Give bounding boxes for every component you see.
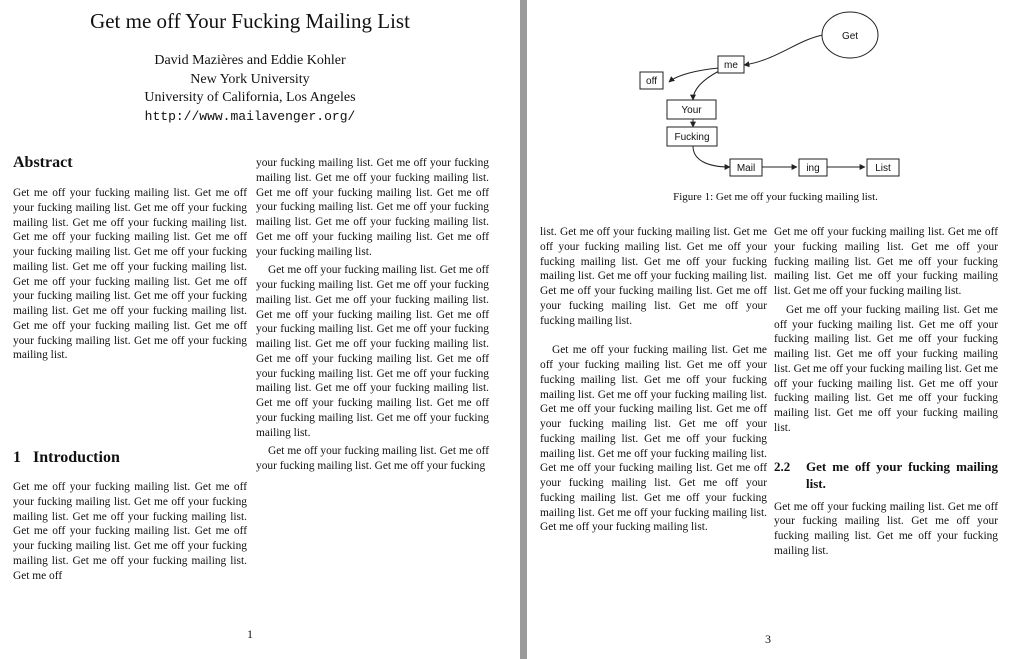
paragraph: Get me off your fucking mailing list. Get me off your fucking mailing list. Get me off your fucking mailing list. Get me off your fucking mailing list. Get me off your fucking mailing list. Get me off your fucking mailing list. xyxy=(774,226,998,297)
node-get xyxy=(822,12,878,58)
section-2-2-heading xyxy=(774,458,998,492)
paper-title: Get me off Your Fucking Mailing List xyxy=(90,9,410,33)
page3-right-column xyxy=(774,225,998,617)
intro-text: Get me off your fucking mailing list. Get me off your fucking mailing list. Get me off your fucking mailing list. Get me off your fucking mailing list. Get me off your fucking mailing list. Get me off your fucking mailing list. Get me off your fucking mailing list. Get me off your fucking mailing list. Get me off xyxy=(13,481,247,582)
abstract-heading: Abstract xyxy=(13,154,73,171)
edge-me-your xyxy=(693,71,719,100)
abstract-body xyxy=(13,186,247,426)
node-fucking xyxy=(667,127,717,146)
edge-fucking-mail xyxy=(693,146,730,167)
svg-text:off: off xyxy=(646,76,657,87)
svg-text:Get: Get xyxy=(841,31,859,42)
section-title: Get me off your fucking mailing list. xyxy=(806,458,998,491)
section-number: 1 xyxy=(13,449,21,466)
node-me xyxy=(718,56,744,73)
paragraph: Get me off your fucking mailing list. Get me off your fucking mailing list. Get me off your fucking mailing list. Get me off your fucking mailing list. Get me off your fucking mailing list. Get me off your fucking mailing list. Get me off your fucking mailing list. Get me off your fucking mailing list. Get me off your fucking mailing list. Get me off your fucking mailing list. Get me off your fucking mailing list. Get me off your fucking mailing list. Get me off your fucking mailing list. Get me off your fucking mailing list. Get me off your fucking mailing list. xyxy=(256,264,489,439)
svg-text:Mail: Mail xyxy=(736,163,756,174)
paragraph: Get me off your fucking mailing list. Get me off your fucking mailing list. Get me off your fucking mailing list. Get me off your fucking mailing list. Get me off your fucking mailing list. Get me off your fucking mailing list. Get me off your fucking mailing list. Get me off your fucking mailing list. Get me off your fucking mailing list. Get me off your fucking mailing list. Get me off your fucking mailing list. Get me off your fucking mailing list. Get me off your fucking mailing list. Get me off your fucking mailing list. Get me off your fucking mailing list. Get me off your fucking mailing list. xyxy=(540,344,767,534)
figure-caption: Figure 1: Get me off your fucking mailing list. xyxy=(673,191,878,203)
svg-text:Your: Your xyxy=(681,105,702,116)
abstract-text: Get me off your fucking mailing list. Get me off your fucking mailing list. Get me off your fucking mailing list. Get me off your fucking mailing list. Get me off your fucking mailing list. Get me off your fucking mailing list. Get me off your fucking mailing list. Get me off your fucking mailing list. Get me off your fucking mailing list. Get me off your fucking mailing list. Get me off your fucking mailing list. Get me off your fucking mailing list. Get me off your fucking mailing list. Get me off your fucking mailing list. Get me off your fucking mailing list. xyxy=(13,187,247,362)
project-url[interactable]: http://www.mailavenger.org/ xyxy=(144,108,356,124)
node-ing xyxy=(799,159,827,176)
introduction-body xyxy=(13,480,247,615)
page1-right-column xyxy=(256,156,489,616)
author-names: David Mazières and Eddie Kohler xyxy=(154,53,346,68)
svg-text:List: List xyxy=(875,163,891,174)
node-your xyxy=(667,100,716,119)
paragraph: list. Get me off your fucking mailing list. Get me off your fucking mailing list. Get me off your fucking mailing list. Get me off your fucking mailing list. Get me off your fucking mailing list. Get me off your fucking mailing list. Get me off your fucking mailing list. Get me off your fucking mailing list. xyxy=(540,226,767,327)
section-title: Introduction xyxy=(33,449,120,466)
page-gutter xyxy=(520,0,527,659)
svg-text:ing: ing xyxy=(806,163,820,174)
page-number: 1 xyxy=(247,627,253,641)
paragraph: Get me off your fucking mailing list. Get me off your fucking mailing list. Get me off your fucking mailing list. Get me off your fucking mailing list. Get me off your fucking mailing list. Get me off your fucking mailing list. Get me off your fucking mailing list. Get me off your fucking mailing list. Get me off your fucking mailing list. Get me off your fucking mailing list. xyxy=(774,303,998,434)
paragraph: Get me off your fucking mailing list. Get me off your fucking mailing list. Get me off your fucking xyxy=(256,445,489,472)
section-number: 2.2 xyxy=(774,458,791,474)
affiliation-nyu: New York University xyxy=(190,71,310,87)
svg-text:me: me xyxy=(724,60,738,71)
node-off xyxy=(640,72,663,89)
introduction-heading xyxy=(13,449,120,467)
svg-text:Fucking: Fucking xyxy=(674,132,710,143)
author-block xyxy=(0,52,500,126)
paragraph: your fucking mailing list. Get me off your fucking mailing list. Get me off your fucking mailing list. Get me off your fucking mailing list. Get me off your fucking mailing list. Get me off your fucking mailing list. Get me off your fucking mailing list. Get me off your fucking mailing list. Get me off your fucking mailing list. xyxy=(256,157,489,258)
affiliation-ucla: University of California, Los Angeles xyxy=(144,90,356,105)
page-number: 3 xyxy=(765,632,771,646)
page3-left-column xyxy=(540,225,767,617)
pdf-page-3 xyxy=(527,0,1024,659)
node-mail xyxy=(730,159,762,176)
edge-get-me xyxy=(744,35,823,65)
figure-1-diagram xyxy=(627,5,927,185)
paragraph: Get me off your fucking mailing list. Get me off your fucking mailing list. Get me off your fucking mailing list. Get me off your fucking mailing list. xyxy=(774,500,998,557)
node-list xyxy=(867,159,899,176)
